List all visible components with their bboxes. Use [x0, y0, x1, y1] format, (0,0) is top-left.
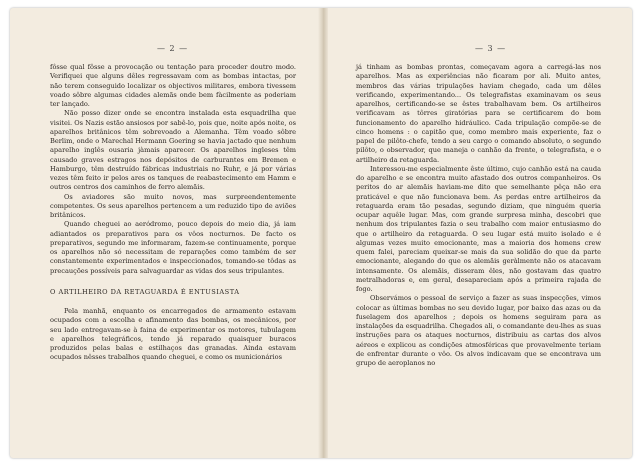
section-heading: O ARTILHEIRO DA RETAGUARDA É ENTUSIASTA — [50, 287, 240, 296]
left-paragraph-2: Não posso dizer onde se encontra instalada esta esquadrilha que visitei. Os Nazis estão ansiosos por sabê-lo, pois que, noite após noite, os aparelhos britânicos têm sobrevoado a Alemanha. Têm voado sôbre Berlim, onde o Marechal Hermann Goering se havia jactado que nenhum aparelho inglês ousaria jàmais aparecer. Os aparelhos ingleses têm causado graves estragos nos depósitos de carburantes em Bremen e Hamburgo, têm destruído fábricas industriais no Ruhr, e já por várias vezes têm feito ir pelos ares os tanques de reabastecimento em Hamm e outros centros dos caminhos de ferro alemãis. — [50, 109, 296, 192]
left-paragraph-3: Os aviadores são muito novos, mas surpreendentemente competentes. Os seus aparelhos pertencem a um reduzido tipo de aviões britânicos. — [50, 192, 296, 219]
left-page-number: — 2 — — [157, 44, 189, 53]
right-paragraph-2: Interessou-me especialmente êste último, cujo canhão está na cauda do aparelho e se encontra muito afastado dos outros companheiros. Os peritos do ar alemãis haviam-me dito que semelhante pêça não era praticável e que não funcionava bem. As perdas entre artilheiros da retaguarda eram tão pesadas, segundo diziam, que ninguém queria ocupar aquêle lugar. Mas, com grande surpresa minha, descobri que nenhum dos tripulantes fazia o seu trabalho com maior entusiasmo do que o artilheiro da retaguarda. O seu lugar está muito isolado e é algumas vezes muito emocionante, mas a maioria dos homens crew quem falei, pareciam queixar-se mais da sua solidão do que da parte emocionante, alegando do que os alemãis geràlmente não os atacavam intensamente. Os alemãis, disseram êles, não gostavam das quatro metralhadoras e, em geral, desapareciam após a primeira rajada de fogo. — [356, 164, 601, 293]
left-page-text — [50, 63, 296, 363]
booklet-spine — [318, 8, 328, 458]
right-page-number: — 3 — — [475, 44, 507, 53]
left-paragraph-4: Quando cheguei ao aeródromo, pouco depois do meio dia, já iam adiantados os preparativos para os vôos nocturnos. De facto os preparativos, segundo me informaram, fazem-se continuamente, porque os aparelhos não só necessitam de reparações como também de ser constantemente experimentados e inspeccionados, tomando-se tôdas as precauções possíveis para salvaguardar as vidas dos seus tripulantes. — [50, 220, 296, 275]
open-booklet — [10, 8, 632, 458]
right-paragraph-1: já tinham as bombas prontas, começavam agora a carregá-las nos aparelhos. Mas as experiências não ficaram por ali. Muito antes, membros das várias tripulações haviam chegado, cada um dêles verificando, experimentando... Os telegrafistas examinavam os seus aparelhos, certificando-se se êstes trabalhavam bem. Os artilheiros verificavam as tôrres giratórias para se certificarem do bom funcionamento do aparelho hidráulico. Cada tripulação compõe-se de cinco homens : o capitão que, como membro mais experiente, faz o papel de pilôto-chefe, tendo a seu cargo o comando absoluto, o segundo pilôto, o observador, que maneja o canhão da frente, o telegrafista, e o artilheiro da retaguarda. — [356, 63, 601, 164]
left-paragraph-5: Pela manhã, enquanto os encarregados de armamento estavam ocupados com a escolha e afinamento das bombas, os mecânicos, por seu lado entregavam-se à faina de experimentar os motores, tubulagem e aparelhos telegráficos, tendo já reparado quaisquer buracos produzidos pelas balas e estilhaços das granadas. Ainda estavam ocupados nêsses trabalhos quando cheguei, e como os municionários — [50, 307, 296, 362]
left-paragraph-1: fôsse qual fôsse a provocação ou tentação para proceder doutro modo. Verifiquei que alguns dêles regressavam com as bombas intactas, por não terem conseguido localizar os objectivos militares, embora tivessem voado sôbre algumas cidades alemãs onde bem fàcilmente as poderiam ter lançado. — [50, 63, 296, 108]
right-paragraph-3: Observámos o pessoal de serviço a fazer as suas inspecções, vimos colocar as últimas bombas no seu devido lugar, por baixo das azas ou da fuselagem dos aparelhos ; depois os homens seguiram para as instalações da esquadrilha. Chegados ali, o comandante deu-lhes as suas instruções para os ataques nocturnos, distribuiu as cartas dos alvos aéreos e explicou as condições atmosféricas que provavelmente teriam de enfrentar durante o vôo. Os alvos indicavam que se encontrava um grupo de aeroplanos no — [356, 294, 601, 367]
right-page-text — [356, 63, 601, 368]
